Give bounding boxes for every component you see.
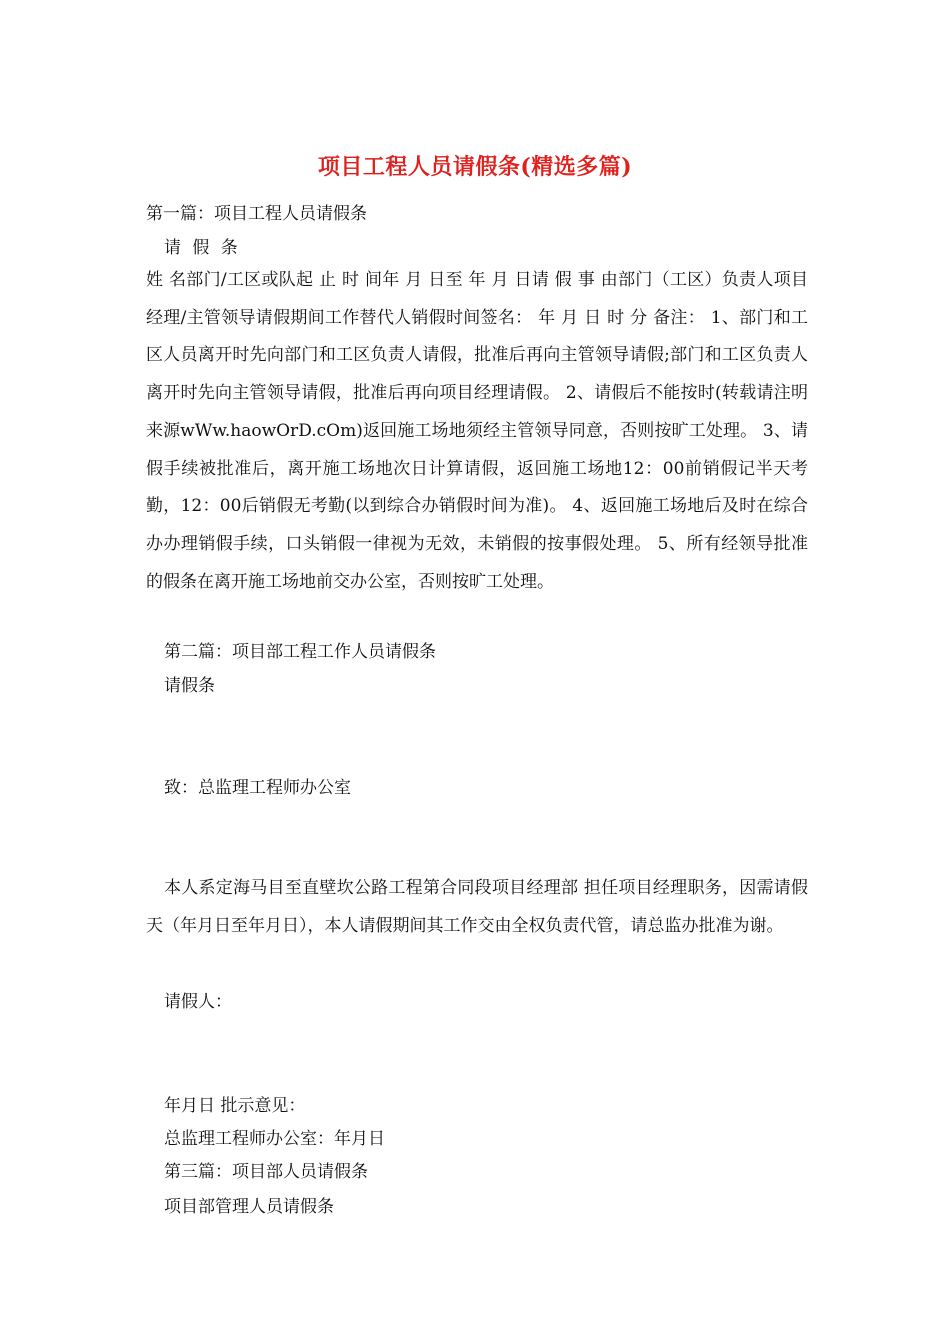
section2-office-date: 总监理工程师办公室：年月日 [164,1129,385,1149]
section3-heading: 第三篇：项目部人员请假条 [164,1162,368,1182]
section1-body: 姓 名部门/工区或队起 止 时 间年 月 日至 年 月 日请 假 事 由部门（工区）负责人项目经理/主管领导请假期间工作替代人销假时间签名： 年 月 日 时 分 备注： 1、部门和工区人员离开时先向部门和工区负责人请假，批准后再向主管领导请假;部门和工区负责人离开时先向主管领导请假，批准后再向项目经理请假。 2、请假后不能按时(转载请注明来源wWw.haowOrD.cOm)返回施工场地须经主管领导同意，否则按旷工处理。 3、请假手续被批准后，离开施工场地次日计算请假，返回施工场地12：00前销假记半天考勤，12：00后销假无考勤(以到综合办销假时间为准)。 4、返回施工场地后及时在综合办办理销假手续，口头销假一律视为无效，未销假的按事假处理。 5、所有经领导批准的假条在离开施工场地前交办公室，否则按旷工处理。 [146,270,808,592]
document-title: 项目工程人员请假条(精选多篇) [317,154,633,180]
section1-form-title: 请 假 条 [164,238,241,258]
section2-body: 本人系定海马目至直壁坎公路工程第合同段项目经理部 担任项目经理职务，因需请假天（年月日至年月日），本人请假期间其工作交由全权负责代管，请总监办批准为谢。 [146,878,808,936]
section2-date-opinion: 年月日 批示意见： [164,1096,306,1116]
section2-heading: 第二篇：项目部工程工作人员请假条 [164,642,436,662]
section2-applicant: 请假人： [164,992,232,1012]
section1-heading: 第一篇：项目工程人员请假条 [146,204,367,224]
section2-addressee: 致：总监理工程师办公室 [164,778,351,798]
section3-subheading: 项目部管理人员请假条 [164,1197,334,1217]
section2-form-title: 请假条 [164,676,215,696]
